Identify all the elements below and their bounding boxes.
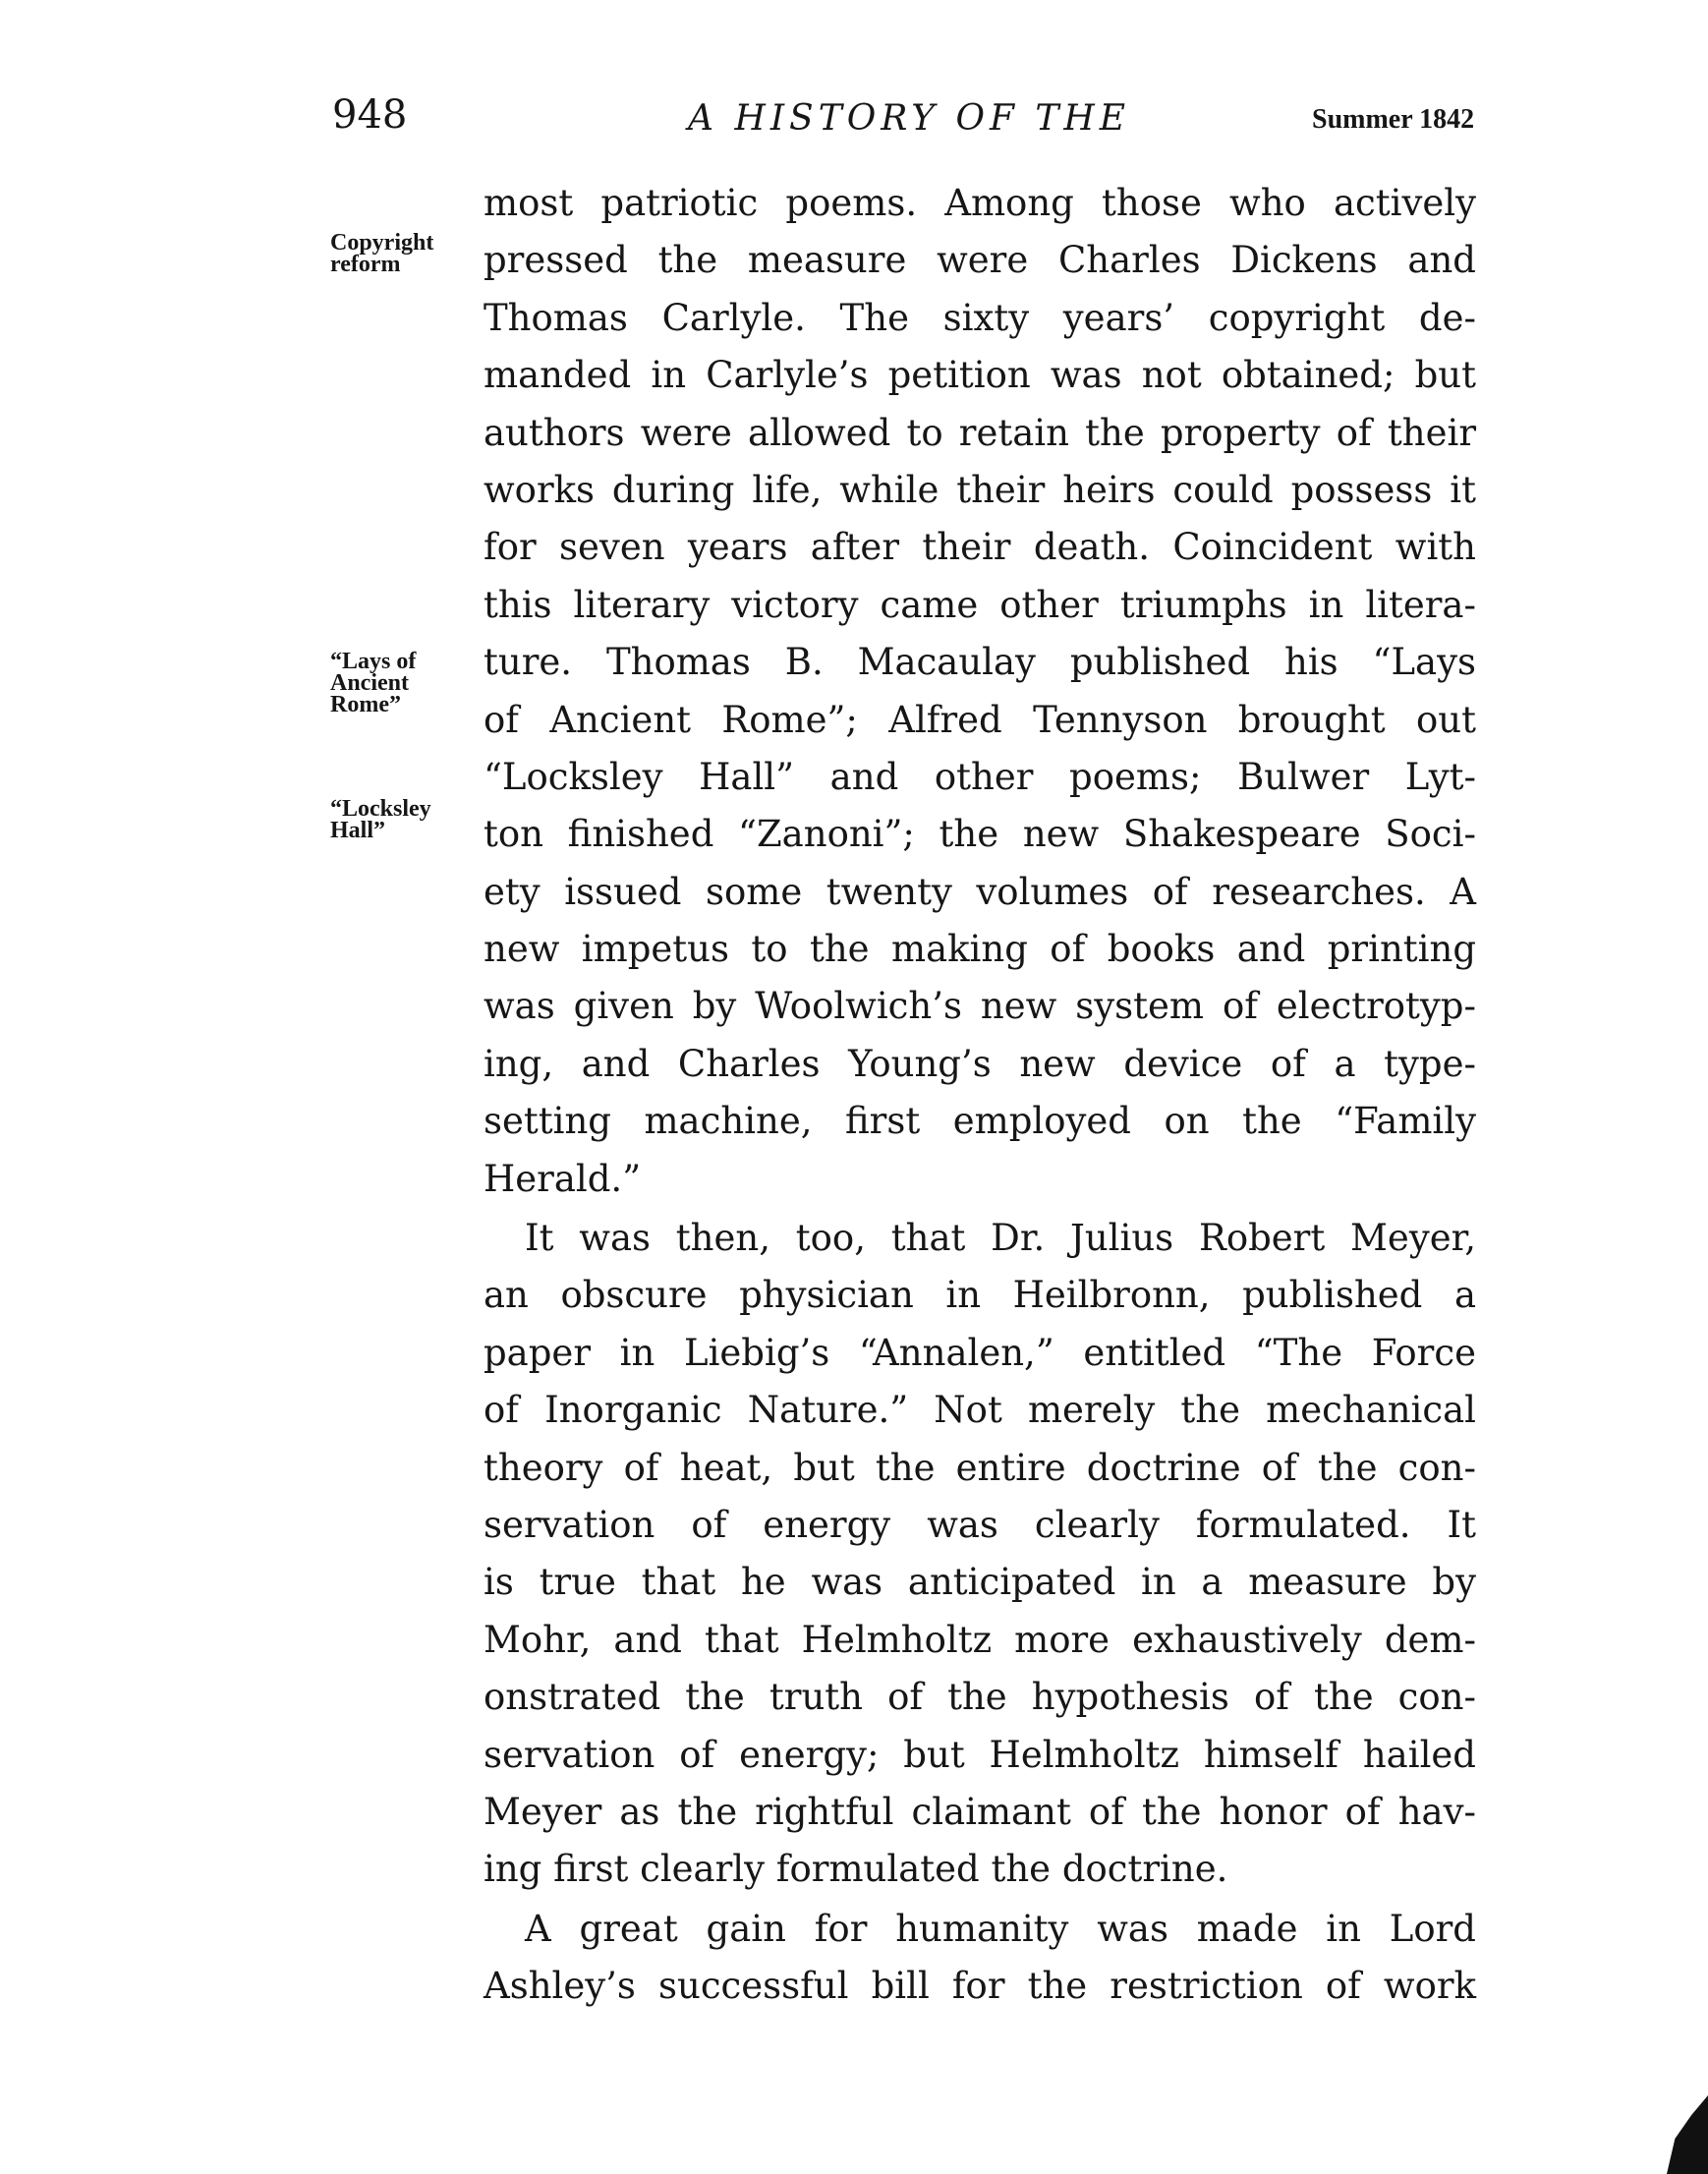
- text-line: of Ancient Rome”; Alfred Tennyson brought out: [484, 698, 1476, 741]
- margin-note-lays-of-ancient-rome: [330, 651, 416, 715]
- text-line: ety issued some twenty volumes of researches. A: [484, 870, 1476, 913]
- text-line: “Locksley Hall” and other poems; Bulwer Lyt-: [484, 755, 1476, 798]
- text-line: onstrated the truth of the hypothesis of the con-: [484, 1676, 1476, 1719]
- text-line: works during life, while their heirs could possess it: [484, 468, 1476, 511]
- page-header: [0, 90, 1708, 149]
- margin-note-line: “Lays of: [330, 649, 417, 674]
- text-line: servation of energy; but Helmholtz himself hailed: [484, 1733, 1476, 1776]
- paragraph-copyright-and-literature: [484, 175, 1476, 1208]
- text-line: ing, and Charles Young’s new device of a type-: [484, 1042, 1476, 1085]
- text-line: Thomas Carlyle. The sixty years’ copyright de-: [484, 296, 1476, 339]
- text-line: pressed the measure were Charles Dickens and: [484, 239, 1476, 282]
- text-line: new impetus to the making of books and printing: [484, 928, 1476, 971]
- margin-note-locksley-hall: [330, 798, 431, 841]
- scan-edge-mark: [1667, 2095, 1708, 2174]
- text-line: ing first clearly formulated the doctrine.: [484, 1848, 1228, 1891]
- running-head: A HISTORY OF THE: [688, 98, 1131, 139]
- text-line: Herald.”: [484, 1157, 642, 1200]
- margin-note-line: “Locksley: [330, 796, 431, 822]
- text-line: Ashley’s successful bill for the restriction of work: [484, 1965, 1476, 2008]
- margin-note-line: Ancient: [330, 670, 409, 696]
- text-line: Mohr, and that Helmholtz more exhaustively dem-: [484, 1618, 1476, 1661]
- text-line: ture. Thomas B. Macaulay published his “Lays: [484, 641, 1476, 684]
- paragraph-lord-ashley: [484, 1901, 1476, 2016]
- text-line: ton finished “Zanoni”; the new Shakespeare Soci-: [484, 813, 1476, 856]
- margin-note-line: reform: [330, 252, 401, 277]
- text-line: theory of heat, but the entire doctrine of the con-: [484, 1446, 1476, 1489]
- text-line: authors were allowed to retain the property of their: [484, 411, 1476, 454]
- text-line: is true that he was anticipated in a measure by: [484, 1561, 1476, 1604]
- running-date: Summer 1842: [1312, 104, 1475, 135]
- paragraph-meyer-energy: [484, 1210, 1476, 1899]
- text-line: was given by Woolwich’s new system of electrotyp-: [484, 985, 1476, 1028]
- text-line: an obscure physician in Heilbronn, published a: [484, 1274, 1476, 1317]
- body-text: [484, 175, 1476, 2016]
- text-line: for seven years after their death. Coincident with: [484, 526, 1476, 569]
- text-line: A great gain for humanity was made in Lord: [525, 1907, 1476, 1950]
- text-line: paper in Liebig’s “Annalen,” entitled “The Force: [484, 1331, 1476, 1374]
- margin-note-line: Hall”: [330, 818, 386, 843]
- text-line: Meyer as the rightful claimant of the honor of hav-: [484, 1790, 1476, 1833]
- text-line: setting machine, first employed on the “Family: [484, 1100, 1476, 1143]
- margin-note-line: Rome”: [330, 692, 401, 717]
- margin-note-line: Copyright: [330, 230, 434, 256]
- text-line: this literary victory came other triumphs in litera-: [484, 583, 1476, 626]
- text-line: servation of energy was clearly formulated. It: [484, 1503, 1476, 1546]
- text-line: of Inorganic Nature.” Not merely the mechanical: [484, 1389, 1476, 1432]
- text-line: It was then, too, that Dr. Julius Robert Meyer,: [525, 1217, 1476, 1260]
- text-line: manded in Carlyle’s petition was not obtained; but: [484, 354, 1476, 397]
- text-line: most patriotic poems. Among those who actively: [484, 182, 1476, 224]
- margin-note-copyright-reform: [330, 232, 433, 275]
- page-number: 948: [332, 92, 408, 138]
